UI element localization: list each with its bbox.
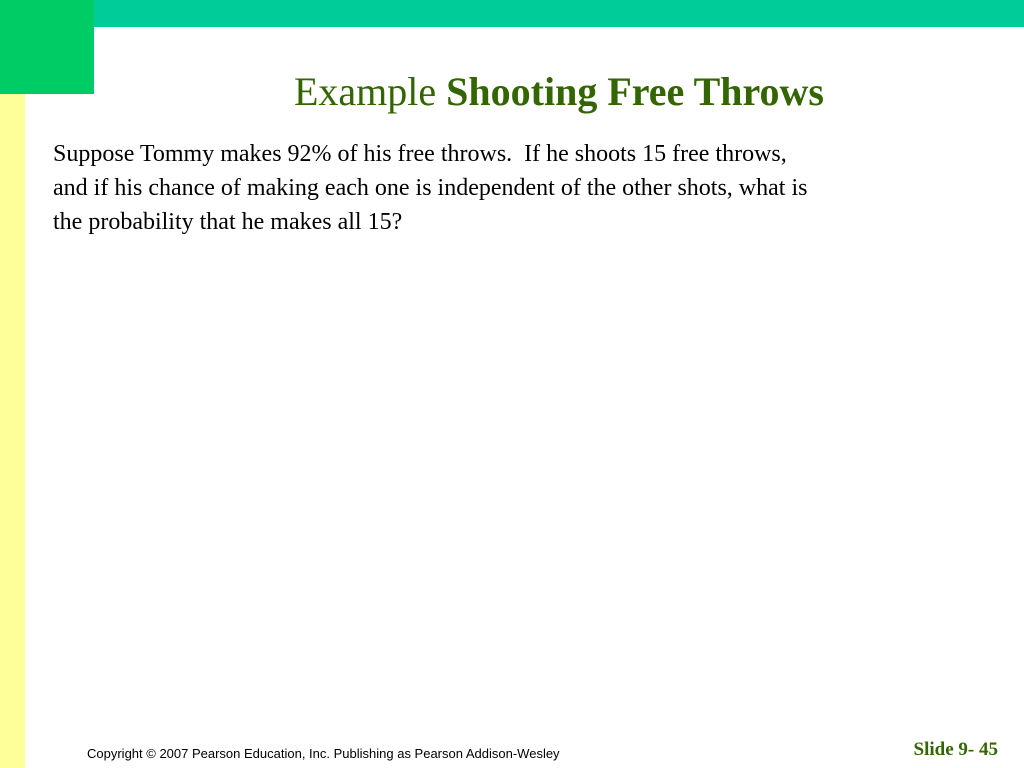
corner-accent-block: [0, 0, 94, 94]
slide-title: [94, 66, 1024, 118]
title-bold: Shooting Free Throws: [446, 69, 824, 114]
slide-body: [53, 137, 973, 239]
body-line-3: the probability that he makes all 15?: [53, 209, 403, 235]
title-prefix: Example: [293, 69, 447, 114]
body-line-1: Suppose Tommy makes 92% of his free throws. If he shoots 15 free throws,: [53, 141, 787, 167]
left-accent-bar: [0, 94, 25, 768]
slide-number: Slide 9- 45: [913, 739, 998, 760]
top-accent-bar: [0, 0, 1024, 27]
copyright-notice: Copyright © 2007 Pearson Education, Inc. Publishing as Pearson Addison-Wesley: [87, 746, 560, 761]
body-line-2: and if his chance of making each one is independent of the other shots, what is: [53, 175, 808, 201]
